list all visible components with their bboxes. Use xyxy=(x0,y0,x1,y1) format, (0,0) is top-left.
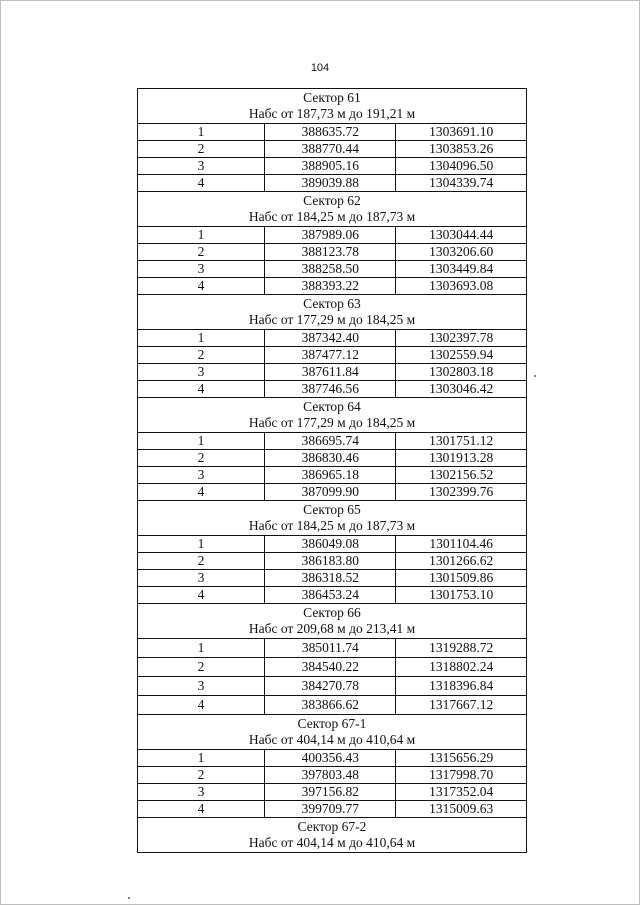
point-number: 2 xyxy=(138,658,265,677)
point-number: 4 xyxy=(138,278,265,295)
point-number: 1 xyxy=(138,639,265,658)
y-coordinate: 1302399.76 xyxy=(396,484,527,501)
y-coordinate: 1304339.74 xyxy=(396,175,527,192)
table-row xyxy=(138,364,527,381)
table-row xyxy=(138,677,527,696)
x-coordinate: 388905.16 xyxy=(265,158,396,175)
table-row xyxy=(138,536,527,553)
table-row xyxy=(138,658,527,677)
sector-height-range: Набс от 404,14 м до 410,64 м xyxy=(248,732,416,747)
sector-title: Сектор 62 xyxy=(303,193,361,208)
x-coordinate: 388393.22 xyxy=(265,278,396,295)
point-number: 3 xyxy=(138,158,265,175)
sector-height-range: Набс от 184,25 м до 187,73 м xyxy=(248,209,416,224)
sector-header xyxy=(138,501,527,536)
point-number: 3 xyxy=(138,677,265,696)
point-number: 1 xyxy=(138,750,265,767)
sector-header-row xyxy=(138,398,527,433)
point-number: 3 xyxy=(138,261,265,278)
table-row xyxy=(138,158,527,175)
sector-title: Сектор 67-2 xyxy=(297,819,367,834)
x-coordinate: 386183.80 xyxy=(265,553,396,570)
scan-speck xyxy=(534,375,536,377)
point-number: 2 xyxy=(138,347,265,364)
x-coordinate: 387477.12 xyxy=(265,347,396,364)
x-coordinate: 387611.84 xyxy=(265,364,396,381)
x-coordinate: 386830.46 xyxy=(265,450,396,467)
table-row xyxy=(138,570,527,587)
point-number: 4 xyxy=(138,587,265,604)
x-coordinate: 399709.77 xyxy=(265,801,396,818)
sector-height-range: Набс от 177,29 м до 184,25 м xyxy=(248,312,416,327)
y-coordinate: 1317667.12 xyxy=(396,696,527,715)
y-coordinate: 1319288.72 xyxy=(396,639,527,658)
y-coordinate: 1303449.84 xyxy=(396,261,527,278)
page-number: 104 xyxy=(310,62,330,74)
point-number: 2 xyxy=(138,244,265,261)
y-coordinate: 1301509.86 xyxy=(396,570,527,587)
table-row xyxy=(138,227,527,244)
point-number: 1 xyxy=(138,330,265,347)
x-coordinate: 386453.24 xyxy=(265,587,396,604)
table-row xyxy=(138,433,527,450)
table-row xyxy=(138,141,527,158)
x-coordinate: 387746.56 xyxy=(265,381,396,398)
x-coordinate: 397156.82 xyxy=(265,784,396,801)
table-row xyxy=(138,639,527,658)
x-coordinate: 383866.62 xyxy=(265,696,396,715)
table-row xyxy=(138,175,527,192)
table-row xyxy=(138,553,527,570)
sector-header-row xyxy=(138,501,527,536)
table-row xyxy=(138,587,527,604)
point-number: 1 xyxy=(138,536,265,553)
x-coordinate: 388635.72 xyxy=(265,124,396,141)
y-coordinate: 1302803.18 xyxy=(396,364,527,381)
table-row xyxy=(138,330,527,347)
x-coordinate: 386695.74 xyxy=(265,433,396,450)
point-number: 4 xyxy=(138,696,265,715)
x-coordinate: 397803.48 xyxy=(265,767,396,784)
point-number: 4 xyxy=(138,175,265,192)
x-coordinate: 387099.90 xyxy=(265,484,396,501)
y-coordinate: 1301104.46 xyxy=(396,536,527,553)
x-coordinate: 384270.78 xyxy=(265,677,396,696)
y-coordinate: 1301913.28 xyxy=(396,450,527,467)
sector-header-row xyxy=(138,89,527,124)
table-row xyxy=(138,244,527,261)
table-row xyxy=(138,261,527,278)
x-coordinate: 386965.18 xyxy=(265,467,396,484)
x-coordinate: 385011.74 xyxy=(265,639,396,658)
table-row xyxy=(138,467,527,484)
sector-height-range: Набс от 404,14 м до 410,64 м xyxy=(248,835,416,850)
point-number: 2 xyxy=(138,767,265,784)
x-coordinate: 388258.50 xyxy=(265,261,396,278)
sector-header xyxy=(138,398,527,433)
y-coordinate: 1303853.26 xyxy=(396,141,527,158)
table-row xyxy=(138,784,527,801)
table-row xyxy=(138,750,527,767)
y-coordinate: 1317352.04 xyxy=(396,784,527,801)
point-number: 2 xyxy=(138,553,265,570)
table-row xyxy=(138,767,527,784)
y-coordinate: 1302156.52 xyxy=(396,467,527,484)
y-coordinate: 1315009.63 xyxy=(396,801,527,818)
x-coordinate: 387989.06 xyxy=(265,227,396,244)
table-row xyxy=(138,484,527,501)
sector-height-range: Набс от 184,25 м до 187,73 м xyxy=(248,518,416,533)
y-coordinate: 1302397.78 xyxy=(396,330,527,347)
point-number: 2 xyxy=(138,141,265,158)
x-coordinate: 388770.44 xyxy=(265,141,396,158)
y-coordinate: 1315656.29 xyxy=(396,750,527,767)
sector-header-row xyxy=(138,604,527,639)
y-coordinate: 1317998.70 xyxy=(396,767,527,784)
sector-header xyxy=(138,89,527,124)
point-number: 3 xyxy=(138,570,265,587)
y-coordinate: 1301266.62 xyxy=(396,553,527,570)
x-coordinate: 384540.22 xyxy=(265,658,396,677)
sector-height-range: Набс от 209,68 м до 213,41 м xyxy=(248,621,416,636)
scan-speck xyxy=(128,897,130,899)
x-coordinate: 387342.40 xyxy=(265,330,396,347)
sector-title: Сектор 64 xyxy=(303,399,361,414)
x-coordinate: 389039.88 xyxy=(265,175,396,192)
y-coordinate: 1303691.10 xyxy=(396,124,527,141)
table-row xyxy=(138,347,527,364)
point-number: 1 xyxy=(138,124,265,141)
point-number: 4 xyxy=(138,801,265,818)
point-number: 1 xyxy=(138,433,265,450)
sector-header-row xyxy=(138,818,527,853)
sector-coordinates-table xyxy=(137,88,527,853)
point-number: 3 xyxy=(138,784,265,801)
point-number: 2 xyxy=(138,450,265,467)
table-body xyxy=(138,89,527,853)
y-coordinate: 1318396.84 xyxy=(396,677,527,696)
y-coordinate: 1303206.60 xyxy=(396,244,527,261)
table-row xyxy=(138,278,527,295)
sector-title: Сектор 63 xyxy=(303,296,361,311)
sector-header-row xyxy=(138,295,527,330)
table-row xyxy=(138,696,527,715)
y-coordinate: 1303046.42 xyxy=(396,381,527,398)
table-row xyxy=(138,801,527,818)
sector-height-range: Набс от 177,29 м до 184,25 м xyxy=(248,415,416,430)
sector-height-range: Набс от 187,73 м до 191,21 м xyxy=(248,106,416,121)
sector-title: Сектор 67-1 xyxy=(297,716,367,731)
table-row xyxy=(138,450,527,467)
y-coordinate: 1302559.94 xyxy=(396,347,527,364)
point-number: 3 xyxy=(138,364,265,381)
table-row xyxy=(138,124,527,141)
y-coordinate: 1303044.44 xyxy=(396,227,527,244)
point-number: 3 xyxy=(138,467,265,484)
point-number: 4 xyxy=(138,381,265,398)
table-row xyxy=(138,381,527,398)
x-coordinate: 400356.43 xyxy=(265,750,396,767)
sector-header xyxy=(138,715,527,750)
x-coordinate: 386318.52 xyxy=(265,570,396,587)
sector-title: Сектор 65 xyxy=(303,502,361,517)
sector-header xyxy=(138,604,527,639)
sector-header xyxy=(138,295,527,330)
sector-title: Сектор 61 xyxy=(303,90,361,105)
sector-header xyxy=(138,818,527,853)
y-coordinate: 1301753.10 xyxy=(396,587,527,604)
y-coordinate: 1318802.24 xyxy=(396,658,527,677)
sector-header-row xyxy=(138,715,527,750)
y-coordinate: 1304096.50 xyxy=(396,158,527,175)
y-coordinate: 1301751.12 xyxy=(396,433,527,450)
y-coordinate: 1303693.08 xyxy=(396,278,527,295)
x-coordinate: 388123.78 xyxy=(265,244,396,261)
point-number: 4 xyxy=(138,484,265,501)
sector-header xyxy=(138,192,527,227)
sector-title: Сектор 66 xyxy=(303,605,361,620)
x-coordinate: 386049.08 xyxy=(265,536,396,553)
sector-header-row xyxy=(138,192,527,227)
point-number: 1 xyxy=(138,227,265,244)
